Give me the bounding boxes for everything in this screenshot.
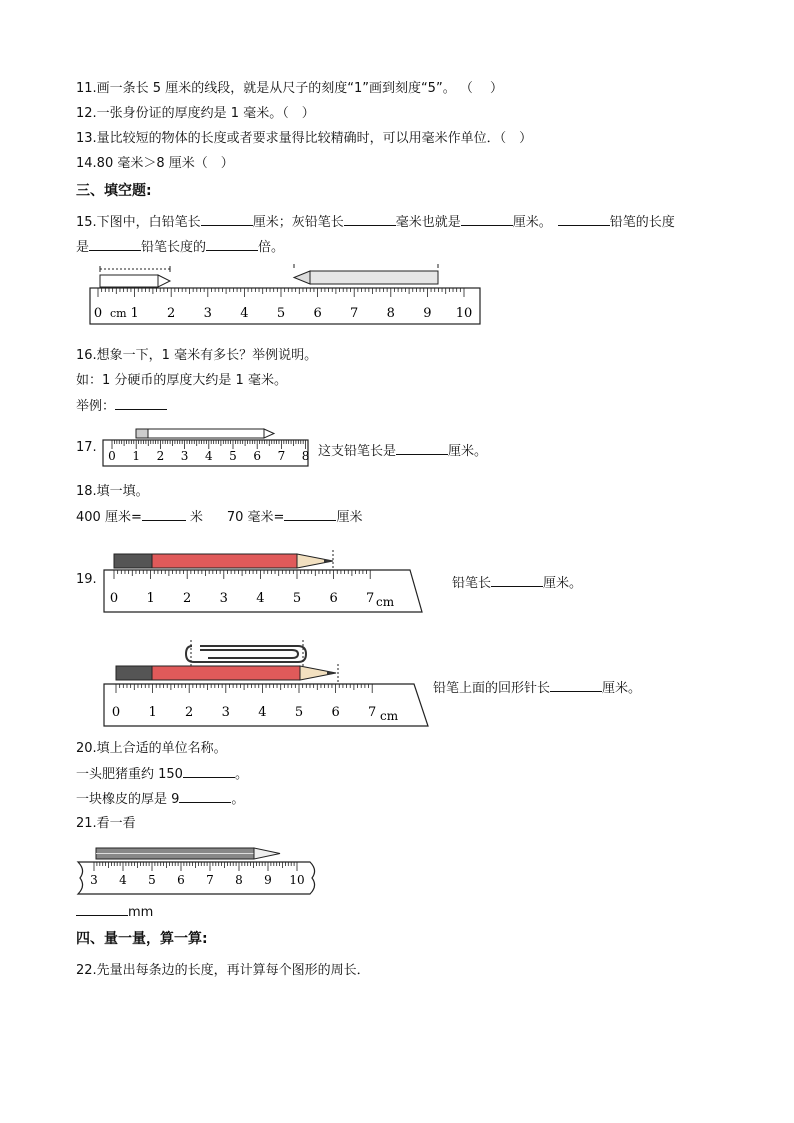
ruler-tick-label: 5 xyxy=(229,449,237,463)
question-20-b xyxy=(76,790,244,809)
ruler-tick-label: 1 xyxy=(148,705,157,720)
question-22: 22.先量出每条边的长度，再计算每个图形的周长． xyxy=(76,963,370,978)
ruler-17 xyxy=(103,440,309,466)
question-20-title: 20.填上合适的单位名称。 xyxy=(76,741,227,756)
q15-text-7: 铅笔长度的 xyxy=(141,240,207,255)
ruler-tick-label: 10 xyxy=(289,873,305,887)
q19-t1-a: 铅笔长 xyxy=(452,576,492,591)
q21-blank[interactable] xyxy=(76,903,128,916)
q20-b-end: 。 xyxy=(231,792,245,807)
q18-b-unit: 厘米 xyxy=(336,510,363,525)
ruler-tick-label: 3 xyxy=(90,873,98,887)
q18-blank-a[interactable] xyxy=(142,508,186,521)
question-21-title: 21.看一看 xyxy=(76,816,136,831)
question-14: 14.80 毫米＞8 厘米（ ） xyxy=(76,156,234,171)
ruler-tick-label: 10 xyxy=(455,306,473,321)
q15-blank-4[interactable] xyxy=(558,213,610,226)
question-16-line-2: 如：1 分硬币的厚度大约是 1 毫米。 xyxy=(76,373,287,388)
section-4-heading: 四、量一量，算一算: xyxy=(76,931,208,947)
q17-text-1: 这支铅笔长是 xyxy=(318,444,397,459)
ruler-tick-label: 9 xyxy=(264,873,272,887)
q15-blank-1[interactable] xyxy=(201,213,253,226)
ruler-tick-label: 2 xyxy=(185,705,194,720)
q16-blank[interactable] xyxy=(115,397,167,410)
ruler-tick-label: 8 xyxy=(301,449,310,463)
q15-ruler-figure xyxy=(86,262,484,328)
q20-a-end: 。 xyxy=(234,767,248,782)
white-pencil-icon xyxy=(100,266,170,287)
ruler-tick-label: 3 xyxy=(221,705,230,720)
question-15-line-1 xyxy=(76,213,675,232)
paperclip-icon xyxy=(186,640,306,666)
ruler-15-unit: cm xyxy=(110,307,127,320)
ruler-tick-label: 1 xyxy=(146,591,155,606)
ruler-tick-label: 3 xyxy=(180,449,189,463)
question-12: 12.一张身份证的厚度约是 1 毫米。（ ） xyxy=(76,106,315,121)
ruler-tick-label: 7 xyxy=(206,873,214,887)
ruler-tick-label: 7 xyxy=(277,449,286,463)
ruler-19a-unit: cm xyxy=(376,595,395,609)
q17-blank[interactable] xyxy=(396,442,448,455)
ruler-tick-label: 5 xyxy=(148,873,156,887)
ruler-tick-label: 9 xyxy=(423,306,432,321)
ruler-tick-label: 7 xyxy=(368,705,377,720)
ruler-tick-label: 5 xyxy=(292,591,302,606)
ruler-tick-label: 5 xyxy=(294,705,304,720)
ruler-tick-label: 3 xyxy=(219,591,228,606)
q20-blank-b[interactable] xyxy=(179,790,231,803)
question-18-title: 18.填一填。 xyxy=(76,484,149,499)
ruler-tick-label: 2 xyxy=(183,591,192,606)
ruler-tick-label: 0 xyxy=(111,705,121,720)
q20-b-text: 一块橡皮的厚是 9 xyxy=(76,792,180,807)
q18-a-unit: 米 xyxy=(189,510,203,525)
ruler-tick-label: 1 xyxy=(130,306,139,321)
ruler-tick-label: 6 xyxy=(331,705,340,720)
ruler-21 xyxy=(78,862,315,894)
q15-text-4: 厘米。 xyxy=(512,215,552,230)
ruler-tick-label: 2 xyxy=(156,449,165,463)
ruler-tick-label: 6 xyxy=(313,306,322,321)
question-20-a xyxy=(76,765,248,784)
ruler-tick-label: 0 xyxy=(109,591,119,606)
q17-text-2: 厘米。 xyxy=(448,444,488,459)
section-3-heading: 三、填空题: xyxy=(76,183,152,199)
q15-text-5: 铅笔的长度 xyxy=(609,215,675,230)
ruler-19b-unit: cm xyxy=(380,709,399,723)
ruler-tick-label: 6 xyxy=(177,873,185,887)
ruler-19b xyxy=(104,684,428,726)
q15-text-3: 毫米也就是 xyxy=(395,215,461,230)
question-15-line-2 xyxy=(76,238,284,257)
question-17-text xyxy=(318,440,487,459)
ruler-tick-label: 6 xyxy=(329,591,338,606)
q19-blank-1[interactable] xyxy=(491,574,543,587)
q20-blank-a[interactable] xyxy=(183,765,235,778)
question-16-line-1: 16.想象一下，1 毫米有多长？举例说明。 xyxy=(76,348,318,363)
pencil-icon-21 xyxy=(96,848,280,859)
question-21-answer xyxy=(76,903,153,922)
ruler-tick-label: 4 xyxy=(240,306,249,321)
q16-example-label: 举例： xyxy=(76,399,116,414)
ruler-tick-label: 4 xyxy=(256,591,265,606)
q19-t2-a: 铅笔上面的回形针长 xyxy=(433,681,551,696)
ruler-tick-label: 7 xyxy=(366,591,375,606)
ruler-tick-label: 2 xyxy=(167,306,176,321)
question-18-line xyxy=(76,508,362,527)
q15-text-6: 是 xyxy=(76,240,90,255)
q15-blank-2[interactable] xyxy=(344,213,396,226)
ruler-17-labels xyxy=(108,449,309,463)
gray-pencil-icon xyxy=(294,264,438,284)
ruler-tick-label: 7 xyxy=(350,306,359,321)
q19-t1-b: 厘米。 xyxy=(543,576,583,591)
q19-t2-b: 厘米。 xyxy=(602,681,642,696)
q18-b-text: 70 毫米= xyxy=(226,510,285,525)
q19-ruler-figure-2 xyxy=(100,634,434,730)
q15-blank-3[interactable] xyxy=(461,213,513,226)
q15-blank-6[interactable] xyxy=(206,238,258,251)
q18-a-text: 400 厘米= xyxy=(76,510,142,525)
ruler-tick-label: 0 xyxy=(93,306,103,321)
q20-a-text: 一头肥猪重约 150 xyxy=(76,767,183,782)
ruler-tick-label: 4 xyxy=(119,873,127,887)
q21-unit: mm xyxy=(128,905,154,920)
q15-text-1: 15.下图中，白铅笔长 xyxy=(76,215,201,230)
q19-text-2 xyxy=(433,677,641,696)
q15-text-8: 倍。 xyxy=(258,240,285,255)
q15-text-2: 厘米；灰铅笔长 xyxy=(252,215,344,230)
ruler-tick-label: 0 xyxy=(108,449,116,463)
ruler-tick-label: 4 xyxy=(258,705,267,720)
ruler-15 xyxy=(90,288,480,324)
question-13: 13.量比较短的物体的长度或者要求量得比较精确时，可以用毫米作单位．（ ） xyxy=(76,131,533,146)
ruler-tick-label: 8 xyxy=(235,873,243,887)
q19-text-1 xyxy=(452,572,582,591)
q19-ruler-figure-1 xyxy=(100,548,430,616)
question-16-line-3 xyxy=(76,397,167,416)
ruler-tick-label: 8 xyxy=(386,306,395,321)
ruler-tick-label: 4 xyxy=(204,449,213,463)
ruler-tick-label: 6 xyxy=(253,449,262,463)
q15-blank-5[interactable] xyxy=(89,238,141,251)
ruler-19a xyxy=(104,570,422,612)
q17-ruler-figure xyxy=(102,426,310,468)
q19-blank-2[interactable] xyxy=(550,679,602,692)
q18-blank-b[interactable] xyxy=(284,508,336,521)
q17-number: 17. xyxy=(76,440,97,455)
ruler-tick-label: 1 xyxy=(132,449,141,463)
ruler-tick-label: 3 xyxy=(203,306,212,321)
question-11: 11.画一条长 5 厘米的线段，就是从尺子的刻度“1”画到刻度“5”。 （ ） xyxy=(76,81,503,96)
ruler-tick-label: 5 xyxy=(276,306,286,321)
pencil-icon xyxy=(136,429,274,438)
q19-number: 19. xyxy=(76,572,97,587)
q21-ruler-figure xyxy=(76,842,322,898)
